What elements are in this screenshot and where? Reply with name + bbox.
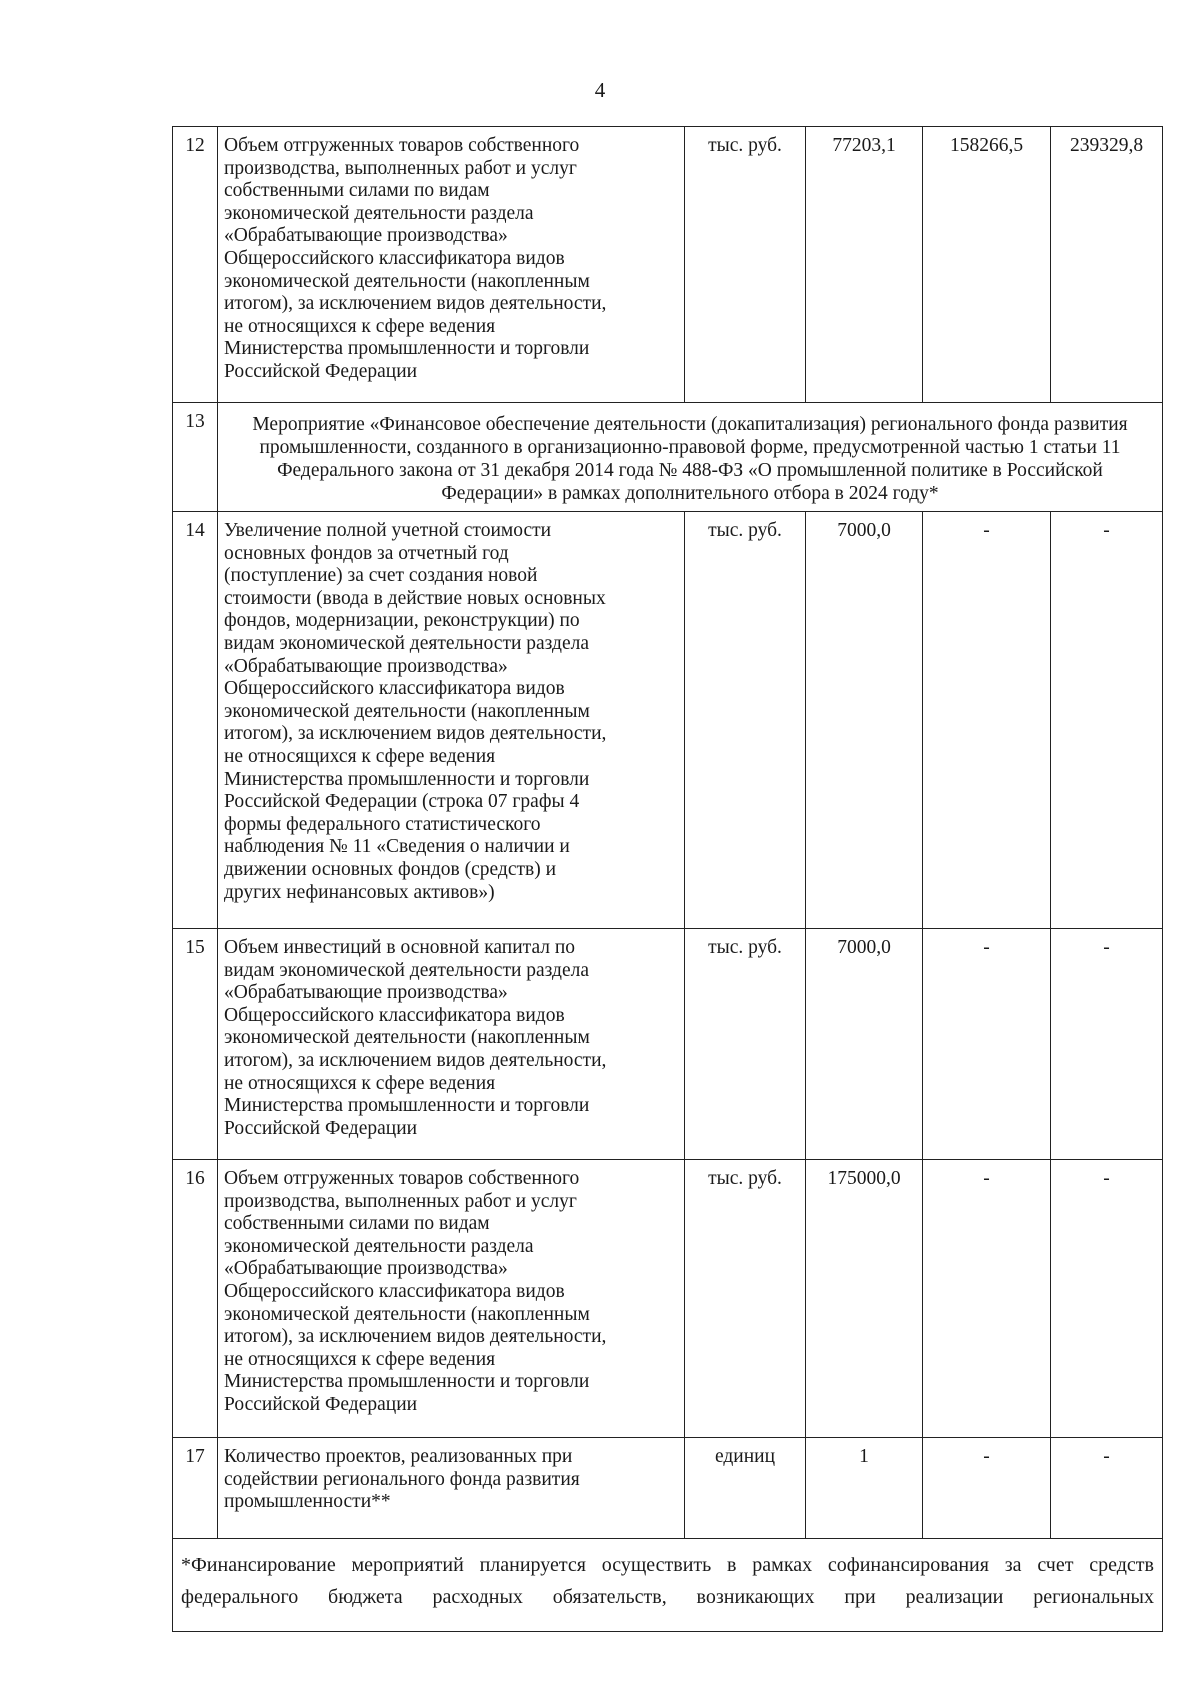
value-cell-1: 77203,1 [806,127,923,403]
indicator-name-line: Общероссийского классификатора видов [224,247,565,269]
value-cell-2: - [923,512,1051,929]
row-number: 16 [173,1160,218,1438]
table-row [173,512,1163,929]
row-number: 13 [173,403,218,512]
value-cell-2: - [923,929,1051,1160]
table-row [173,929,1163,1160]
row-number: 14 [173,512,218,929]
indicator-name-line: наблюдения № 11 «Сведения о наличии и [224,836,570,858]
indicator-name-line: движении основных фондов (средств) и [224,858,557,880]
footnote-row [173,1539,1163,1632]
indicator-name-line: промышленности** [224,1491,391,1513]
unit-cell: тыс. руб. [685,512,806,929]
indicator-name-line: экономической деятельности (накопленным [224,1303,590,1325]
indicator-name-line: Российской Федерации [224,360,418,382]
indicator-name [218,1438,685,1539]
measure-title: Мероприятие «Финансовое обеспечение деятельности (докапитализация) регионального фонда развития промышленности, созданного в организационно-правовой форме, предусмотренной частью 1 статьи 11 Федерального закона от 31 декабря 2014 года № 488-ФЗ «О промышленной политике в Российской Федерации» в рамках дополнительного отбора в 2024 году* [218,403,1163,512]
value-cell-3: - [1051,1160,1163,1438]
indicator-name-line: (поступление) за счет создания новой [224,565,538,587]
indicator-name-line: Увеличение полной учетной стоимости [224,520,552,541]
indicator-name-line: «Обрабатывающие производства» [224,982,508,1004]
indicator-name-line: производства, выполненных работ и услуг [224,157,577,179]
indicator-name-line: собственными силами по видам [224,1213,490,1235]
indicator-name [218,512,685,929]
unit-cell: единиц [685,1438,806,1539]
value-cell-1: 7000,0 [806,512,923,929]
indicator-name-line: экономической деятельности (накопленным [224,270,590,292]
indicator-name-line: Министерства промышленности и торговли [224,1095,590,1117]
indicator-name-line: стоимости (ввода в действие новых основных [224,587,606,609]
unit-cell: тыс. руб. [685,127,806,403]
indicator-name-line: Общероссийского классификатора видов [224,1004,565,1026]
indicator-name-line: Общероссийского классификатора видов [224,1280,565,1302]
indicator-name-line: производства, выполненных работ и услуг [224,1190,577,1212]
indicator-name-line: итогом), за исключением видов деятельности, [224,1049,607,1071]
unit-cell: тыс. руб. [685,929,806,1160]
indicator-name-line: Министерства промышленности и торговли [224,768,590,790]
indicator-name-line: содействии регионального фонда развития [224,1468,580,1490]
indicator-name [218,127,685,403]
indicator-name-line: не относящихся к сфере ведения [224,1348,496,1370]
indicator-name-line: Объем инвестиций в основной капитал по [224,937,576,958]
indicator-name-line: не относящихся к сфере ведения [224,745,496,767]
value-cell-1: 1 [806,1438,923,1539]
indicator-name-line: видам экономической деятельности раздела [224,632,589,654]
indicator-name-line: экономической деятельности (накопленным [224,1027,590,1049]
indicator-name-line: фондов, модернизации, реконструкции) по [224,610,580,632]
indicator-name-line: Российской Федерации [224,1393,418,1415]
value-cell-3: 239329,8 [1051,127,1163,403]
value-cell-2: - [923,1438,1051,1539]
indicator-name [218,929,685,1160]
indicator-name-line: Российской Федерации [224,1117,418,1139]
value-cell-2: 158266,5 [923,127,1051,403]
footnote [173,1539,1163,1632]
table-row [173,1438,1163,1539]
indicator-name-line: Объем отгруженных товаров собственного [224,1168,580,1189]
table-row [173,403,1163,512]
indicator-name-line: «Обрабатывающие производства» [224,225,508,247]
page-number: 4 [594,78,606,102]
footnote-line: *Финансирование мероприятий планируется осуществить в рамках софинансирования за счет средств [181,1554,1154,1576]
value-cell-2: - [923,1160,1051,1438]
indicator-name-line: основных фондов за отчетный год [224,542,509,564]
value-cell-3: - [1051,1438,1163,1539]
indicator-name-line: Министерства промышленности и торговли [224,338,590,360]
indicator-name [218,1160,685,1438]
indicator-name-line: итогом), за исключением видов деятельности, [224,1326,607,1348]
table-row [173,127,1163,403]
indicator-name-line: Российской Федерации (строка 07 графы 4 [224,791,580,813]
indicator-name-line: не относящихся к сфере ведения [224,315,496,337]
value-cell-1: 175000,0 [806,1160,923,1438]
value-cell-1: 7000,0 [806,929,923,1160]
indicator-name-line: других нефинансовых активов») [224,881,495,903]
value-cell-3: - [1051,929,1163,1160]
row-number: 15 [173,929,218,1160]
indicator-name-line: собственными силами по видам [224,180,490,202]
indicator-name-line: итогом), за исключением видов деятельности, [224,293,607,315]
indicator-name-line: экономической деятельности (накопленным [224,700,590,722]
indicator-name-line: итогом), за исключением видов деятельности, [224,723,607,745]
indicator-name-line: Министерства промышленности и торговли [224,1371,590,1393]
indicator-name-line: «Обрабатывающие производства» [224,655,508,677]
indicator-name-line: экономической деятельности раздела [224,202,534,224]
indicators-table [172,126,1163,1632]
indicator-name-line: формы федерального статистического [224,813,541,835]
row-number: 17 [173,1438,218,1539]
indicator-name-line: экономической деятельности раздела [224,1235,534,1257]
row-number: 12 [173,127,218,403]
table-row [173,1160,1163,1438]
indicator-name-line: Общероссийского классификатора видов [224,678,565,700]
footnote-line: федерального бюджета расходных обязательств, возникающих при реализации региональных [181,1586,1154,1608]
value-cell-3: - [1051,512,1163,929]
indicator-name-line: не относящихся к сфере ведения [224,1072,496,1094]
indicator-name-line: Количество проектов, реализованных при [224,1446,573,1467]
indicator-name-line: «Обрабатывающие производства» [224,1258,508,1280]
indicator-name-line: Объем отгруженных товаров собственного [224,135,580,156]
indicator-name-line: видам экономической деятельности раздела [224,959,589,981]
unit-cell: тыс. руб. [685,1160,806,1438]
